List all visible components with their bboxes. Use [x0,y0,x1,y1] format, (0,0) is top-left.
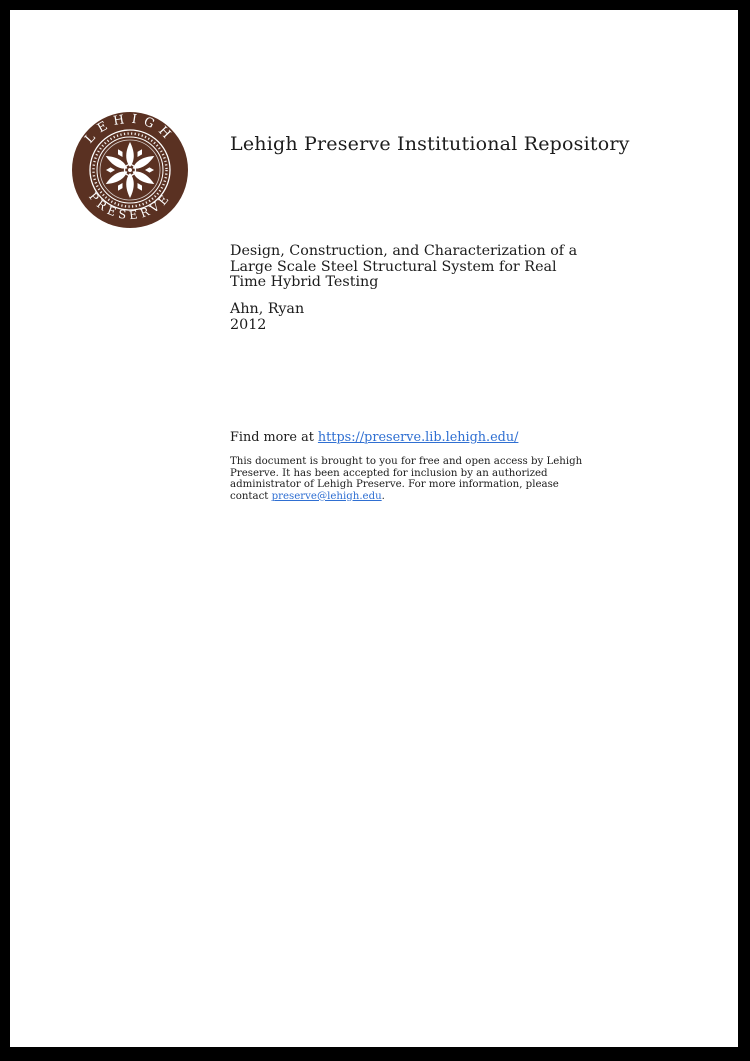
document-page [10,10,738,1047]
contact-email-link[interactable]: preserve@lehigh.edu [271,490,382,502]
access-note-text: This document is brought to you for free and open access by Lehigh Preserve. It has been accepted for inclusion by an authorized administrator of Lehigh Preserve. For more information, please contact [230,456,583,502]
document-metadata [230,302,592,333]
document-title: Design, Construction, and Characterization of a Large Scale Steel Structural System for Real Time Hybrid Testing [230,243,578,291]
lehigh-preserve-seal-icon [72,112,188,228]
access-note [230,456,588,502]
repository-title: Lehigh Preserve Institutional Repository [230,133,630,155]
document-year: 2012 [230,316,267,333]
repository-url-link[interactable]: https://preserve.lib.lehigh.edu/ [317,430,519,445]
seal-top-text: LEHIGH [81,112,179,146]
document-author: Ahn, Ryan [230,301,305,317]
seal-bottom-text: PRESERVE [86,189,174,223]
access-note-period: . [381,490,385,502]
lehigh-preserve-logo [72,112,188,228]
find-more-text [230,430,650,445]
find-more-prefix: Find more at [230,430,318,445]
seal-ornament [100,140,160,200]
